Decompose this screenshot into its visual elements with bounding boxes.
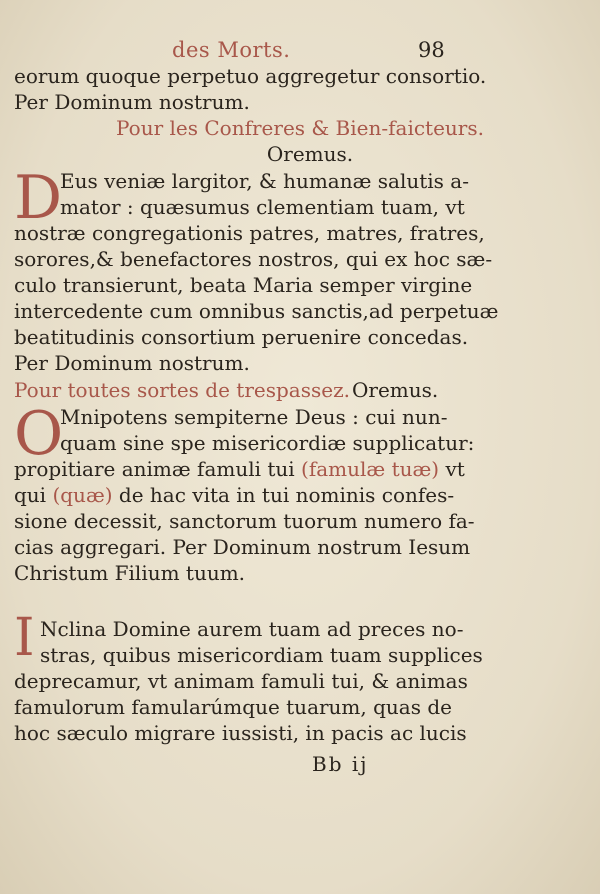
rubric-span: (quæ) (52, 483, 113, 507)
text-line (14, 482, 454, 508)
text-line: beatitudinis consortium peruenire concedas. (14, 325, 469, 349)
text-line: intercedente cum omnibus sanctis,ad perpetuæ (14, 299, 499, 323)
text-span: propitiare animæ famuli tui (14, 457, 295, 481)
text-line: Eus veniæ largitor, & humanæ salutis a- (60, 169, 469, 193)
rubric-span: (famulæ tuæ) (301, 457, 440, 481)
text-line: hoc sæculo migrare iussisti, in pacis ac lucis (14, 721, 467, 745)
text-line: culo transierunt, beata Maria semper virgine (14, 273, 473, 297)
text-line: sione decessit, sanctorum tuorum numero fa- (14, 509, 475, 533)
text-line: stras, quibus misericordiam tuam supplices (40, 643, 483, 667)
text-line: sorores,& benefactores nostros, qui ex hoc sæ- (14, 247, 493, 271)
text-line: deprecamur, vt animam famuli tui, & animas (14, 669, 468, 693)
text-span: vt (445, 457, 465, 481)
text-line: Per Dominum nostrum. (14, 351, 250, 375)
text-line: Christum Filium tuum. (14, 561, 246, 585)
text-line: Nclina Domine aurem tuam ad preces no- (40, 617, 464, 641)
oremus-heading: Oremus. (352, 378, 439, 402)
drop-cap: D (14, 163, 63, 233)
text-line: mator : quæsumus clementiam tuam, vt (60, 195, 465, 219)
text-line: Mnipotens sempiterne Deus : cui nun- (60, 405, 448, 429)
drop-cap: O (14, 399, 64, 469)
text-line: famulorum famularúmque tuarum, quas de (14, 695, 452, 719)
text-line: quam sine spe misericordiæ supplicatur: (60, 431, 475, 455)
signature-mark: Bb ij (312, 752, 369, 776)
page-number: 98 (418, 38, 445, 62)
text-line (14, 456, 465, 482)
text-span: de hac vita in tui nominis confes- (118, 483, 455, 507)
text-line: nostræ congregationis patres, matres, fratres, (14, 221, 485, 245)
oremus-heading: Oremus. (266, 142, 354, 166)
text-line: eorum quoque perpetuo aggregetur consortio. (14, 64, 487, 88)
drop-cap: I (14, 608, 35, 668)
text-line: Per Dominum nostrum. (14, 90, 250, 114)
text-span: qui (14, 483, 47, 507)
section-heading: Pour les Confreres & Bien-faicteurs. (116, 116, 484, 140)
running-head: des Morts. (172, 38, 291, 62)
section-heading: Pour toutes sortes de trespassez. (14, 378, 350, 402)
text-line: cias aggregari. Per Dominum nostrum Iesum (14, 535, 471, 559)
